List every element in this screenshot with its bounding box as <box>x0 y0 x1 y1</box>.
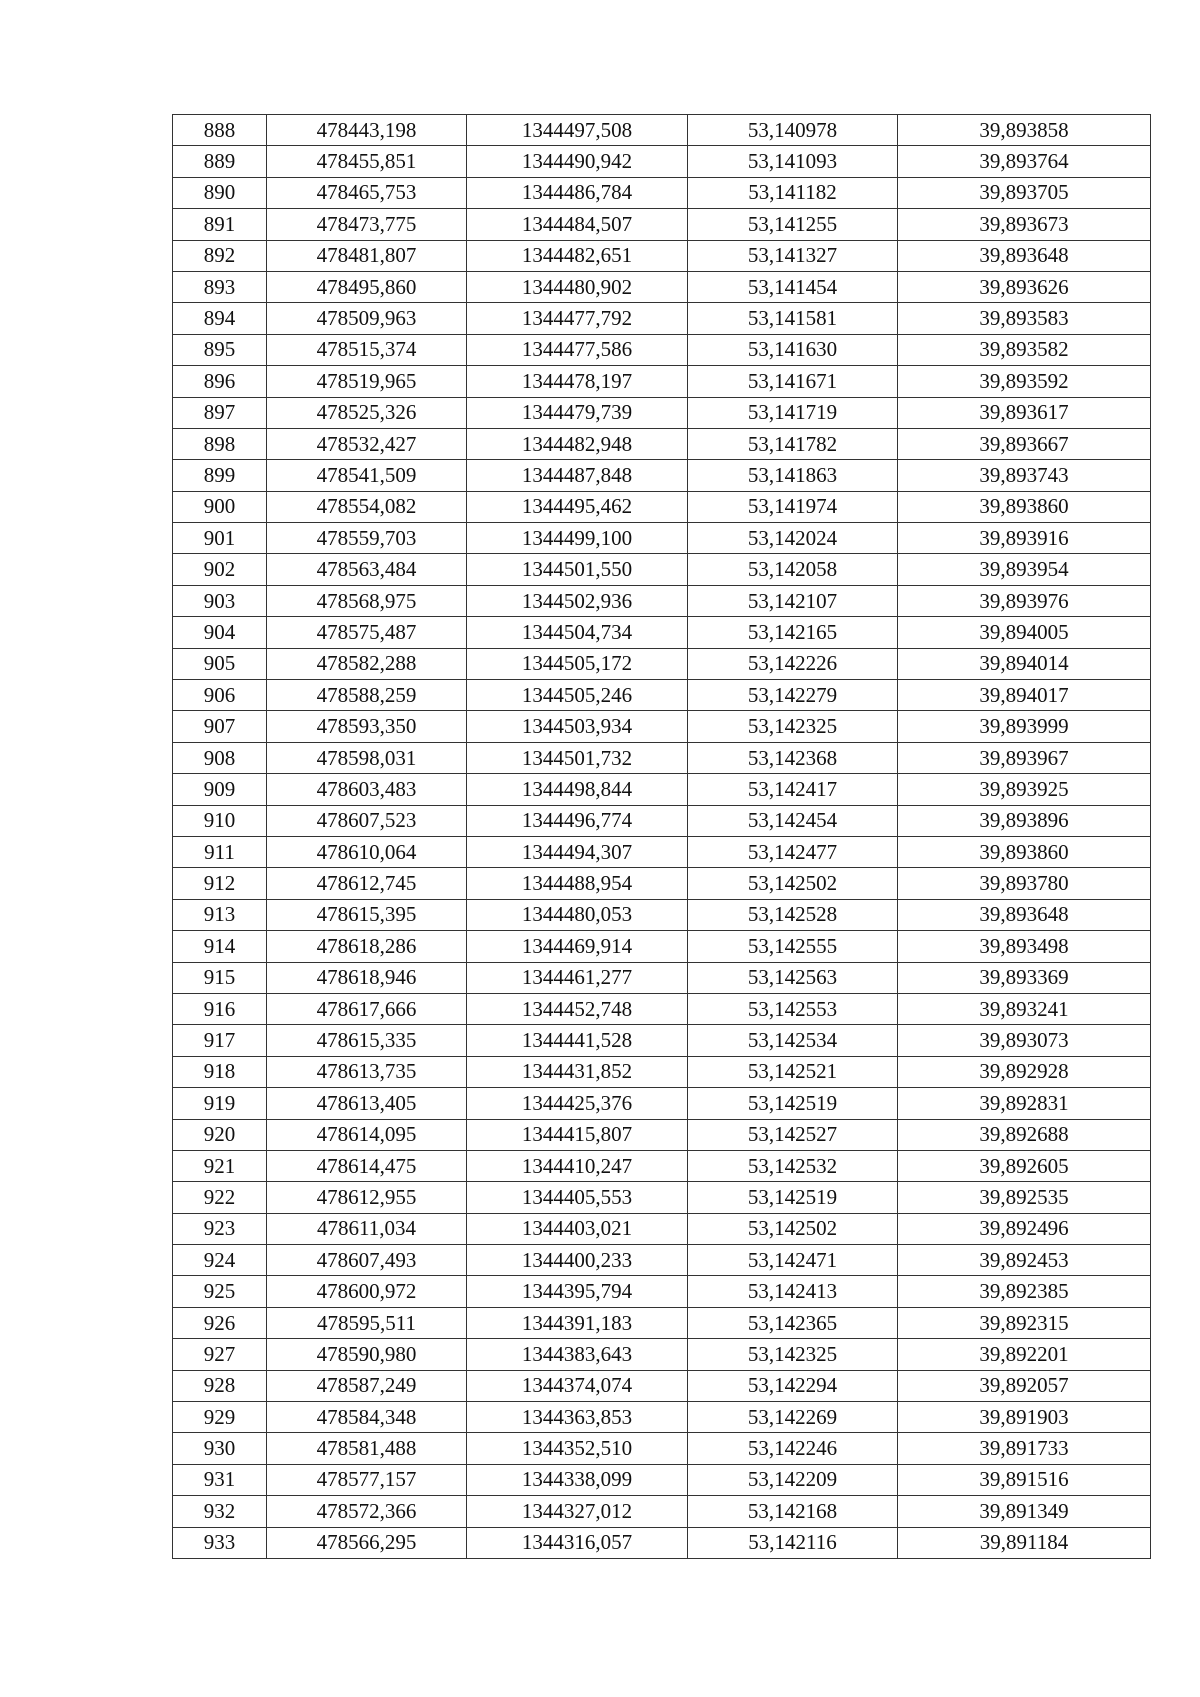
point-number-cell: 899 <box>173 460 267 491</box>
longitude-cell: 39,891184 <box>898 1527 1151 1558</box>
y-coordinate-cell: 1344505,172 <box>467 648 688 679</box>
x-coordinate-cell: 478613,405 <box>267 1088 467 1119</box>
y-coordinate-cell: 1344395,794 <box>467 1276 688 1307</box>
latitude-cell: 53,141581 <box>688 303 898 334</box>
point-number-cell: 917 <box>173 1025 267 1056</box>
longitude-cell: 39,892535 <box>898 1182 1151 1213</box>
y-coordinate-cell: 1344352,510 <box>467 1433 688 1464</box>
latitude-cell: 53,142454 <box>688 805 898 836</box>
point-number-cell: 923 <box>173 1213 267 1244</box>
x-coordinate-cell: 478617,666 <box>267 993 467 1024</box>
longitude-cell: 39,893369 <box>898 962 1151 993</box>
table-row <box>173 523 1151 554</box>
x-coordinate-cell: 478519,965 <box>267 366 467 397</box>
longitude-cell: 39,892057 <box>898 1370 1151 1401</box>
x-coordinate-cell: 478613,735 <box>267 1056 467 1087</box>
latitude-cell: 53,142209 <box>688 1464 898 1495</box>
longitude-cell: 39,893626 <box>898 271 1151 302</box>
longitude-cell: 39,892453 <box>898 1245 1151 1276</box>
point-number-cell: 924 <box>173 1245 267 1276</box>
longitude-cell: 39,892315 <box>898 1307 1151 1338</box>
longitude-cell: 39,891733 <box>898 1433 1151 1464</box>
point-number-cell: 895 <box>173 334 267 365</box>
table-row <box>173 366 1151 397</box>
table-row <box>173 680 1151 711</box>
longitude-cell: 39,893967 <box>898 742 1151 773</box>
table-row <box>173 868 1151 899</box>
longitude-cell: 39,891903 <box>898 1402 1151 1433</box>
longitude-cell: 39,891349 <box>898 1496 1151 1527</box>
latitude-cell: 53,141255 <box>688 209 898 240</box>
latitude-cell: 53,141630 <box>688 334 898 365</box>
table-row <box>173 805 1151 836</box>
x-coordinate-cell: 478587,249 <box>267 1370 467 1401</box>
point-number-cell: 918 <box>173 1056 267 1087</box>
point-number-cell: 929 <box>173 1402 267 1433</box>
latitude-cell: 53,142279 <box>688 680 898 711</box>
latitude-cell: 53,142325 <box>688 711 898 742</box>
latitude-cell: 53,142563 <box>688 962 898 993</box>
latitude-cell: 53,142471 <box>688 1245 898 1276</box>
x-coordinate-cell: 478473,775 <box>267 209 467 240</box>
longitude-cell: 39,893648 <box>898 240 1151 271</box>
table-row <box>173 271 1151 302</box>
x-coordinate-cell: 478598,031 <box>267 742 467 773</box>
table-row <box>173 1213 1151 1244</box>
longitude-cell: 39,893241 <box>898 993 1151 1024</box>
x-coordinate-cell: 478577,157 <box>267 1464 467 1495</box>
longitude-cell: 39,893673 <box>898 209 1151 240</box>
table-row <box>173 993 1151 1024</box>
point-number-cell: 921 <box>173 1150 267 1181</box>
y-coordinate-cell: 1344374,074 <box>467 1370 688 1401</box>
point-number-cell: 925 <box>173 1276 267 1307</box>
table-row <box>173 1276 1151 1307</box>
x-coordinate-cell: 478572,366 <box>267 1496 467 1527</box>
latitude-cell: 53,142294 <box>688 1370 898 1401</box>
y-coordinate-cell: 1344490,942 <box>467 146 688 177</box>
latitude-cell: 53,142325 <box>688 1339 898 1370</box>
y-coordinate-cell: 1344501,550 <box>467 554 688 585</box>
table-row <box>173 1370 1151 1401</box>
x-coordinate-cell: 478566,295 <box>267 1527 467 1558</box>
x-coordinate-cell: 478615,395 <box>267 899 467 930</box>
point-number-cell: 903 <box>173 585 267 616</box>
y-coordinate-cell: 1344497,508 <box>467 115 688 146</box>
y-coordinate-cell: 1344478,197 <box>467 366 688 397</box>
table-row <box>173 491 1151 522</box>
x-coordinate-cell: 478610,064 <box>267 836 467 867</box>
longitude-cell: 39,894005 <box>898 617 1151 648</box>
point-number-cell: 910 <box>173 805 267 836</box>
table-row <box>173 617 1151 648</box>
longitude-cell: 39,892605 <box>898 1150 1151 1181</box>
latitude-cell: 53,142502 <box>688 868 898 899</box>
longitude-cell: 39,893073 <box>898 1025 1151 1056</box>
x-coordinate-cell: 478443,198 <box>267 115 467 146</box>
x-coordinate-cell: 478465,753 <box>267 177 467 208</box>
y-coordinate-cell: 1344403,021 <box>467 1213 688 1244</box>
table-row <box>173 962 1151 993</box>
latitude-cell: 53,142528 <box>688 899 898 930</box>
point-number-cell: 919 <box>173 1088 267 1119</box>
x-coordinate-cell: 478611,034 <box>267 1213 467 1244</box>
y-coordinate-cell: 1344316,057 <box>467 1527 688 1558</box>
point-number-cell: 927 <box>173 1339 267 1370</box>
y-coordinate-cell: 1344480,902 <box>467 271 688 302</box>
x-coordinate-cell: 478554,082 <box>267 491 467 522</box>
table-row <box>173 1119 1151 1150</box>
longitude-cell: 39,893999 <box>898 711 1151 742</box>
x-coordinate-cell: 478515,374 <box>267 334 467 365</box>
table-row <box>173 836 1151 867</box>
y-coordinate-cell: 1344327,012 <box>467 1496 688 1527</box>
y-coordinate-cell: 1344496,774 <box>467 805 688 836</box>
latitude-cell: 53,141182 <box>688 177 898 208</box>
point-number-cell: 897 <box>173 397 267 428</box>
y-coordinate-cell: 1344383,643 <box>467 1339 688 1370</box>
point-number-cell: 926 <box>173 1307 267 1338</box>
point-number-cell: 908 <box>173 742 267 773</box>
longitude-cell: 39,894014 <box>898 648 1151 679</box>
latitude-cell: 53,142107 <box>688 585 898 616</box>
latitude-cell: 53,142116 <box>688 1527 898 1558</box>
point-number-cell: 888 <box>173 115 267 146</box>
y-coordinate-cell: 1344477,792 <box>467 303 688 334</box>
table-row <box>173 240 1151 271</box>
y-coordinate-cell: 1344503,934 <box>467 711 688 742</box>
table-row <box>173 1464 1151 1495</box>
latitude-cell: 53,142555 <box>688 931 898 962</box>
point-number-cell: 889 <box>173 146 267 177</box>
longitude-cell: 39,893858 <box>898 115 1151 146</box>
x-coordinate-cell: 478563,484 <box>267 554 467 585</box>
point-number-cell: 902 <box>173 554 267 585</box>
longitude-cell: 39,893896 <box>898 805 1151 836</box>
point-number-cell: 922 <box>173 1182 267 1213</box>
y-coordinate-cell: 1344499,100 <box>467 523 688 554</box>
point-number-cell: 909 <box>173 774 267 805</box>
point-number-cell: 900 <box>173 491 267 522</box>
latitude-cell: 53,142417 <box>688 774 898 805</box>
longitude-cell: 39,893743 <box>898 460 1151 491</box>
latitude-cell: 53,142534 <box>688 1025 898 1056</box>
table-row <box>173 1182 1151 1213</box>
point-number-cell: 928 <box>173 1370 267 1401</box>
point-number-cell: 891 <box>173 209 267 240</box>
y-coordinate-cell: 1344469,914 <box>467 931 688 962</box>
y-coordinate-cell: 1344410,247 <box>467 1150 688 1181</box>
table-row <box>173 1056 1151 1087</box>
latitude-cell: 53,142527 <box>688 1119 898 1150</box>
point-number-cell: 893 <box>173 271 267 302</box>
latitude-cell: 53,142553 <box>688 993 898 1024</box>
longitude-cell: 39,892831 <box>898 1088 1151 1119</box>
latitude-cell: 53,142365 <box>688 1307 898 1338</box>
latitude-cell: 53,140978 <box>688 115 898 146</box>
x-coordinate-cell: 478532,427 <box>267 428 467 459</box>
y-coordinate-cell: 1344338,099 <box>467 1464 688 1495</box>
longitude-cell: 39,892496 <box>898 1213 1151 1244</box>
x-coordinate-cell: 478603,483 <box>267 774 467 805</box>
point-number-cell: 931 <box>173 1464 267 1495</box>
longitude-cell: 39,893648 <box>898 899 1151 930</box>
latitude-cell: 53,142368 <box>688 742 898 773</box>
longitude-cell: 39,892928 <box>898 1056 1151 1087</box>
x-coordinate-cell: 478568,975 <box>267 585 467 616</box>
y-coordinate-cell: 1344479,739 <box>467 397 688 428</box>
point-number-cell: 892 <box>173 240 267 271</box>
y-coordinate-cell: 1344482,651 <box>467 240 688 271</box>
longitude-cell: 39,893860 <box>898 491 1151 522</box>
x-coordinate-cell: 478607,493 <box>267 1245 467 1276</box>
latitude-cell: 53,141719 <box>688 397 898 428</box>
longitude-cell: 39,893582 <box>898 334 1151 365</box>
y-coordinate-cell: 1344484,507 <box>467 209 688 240</box>
latitude-cell: 53,142246 <box>688 1433 898 1464</box>
y-coordinate-cell: 1344495,462 <box>467 491 688 522</box>
longitude-cell: 39,891516 <box>898 1464 1151 1495</box>
y-coordinate-cell: 1344400,233 <box>467 1245 688 1276</box>
table-row <box>173 1402 1151 1433</box>
x-coordinate-cell: 478595,511 <box>267 1307 467 1338</box>
point-number-cell: 890 <box>173 177 267 208</box>
table-row <box>173 1527 1151 1558</box>
table-row <box>173 397 1151 428</box>
latitude-cell: 53,142502 <box>688 1213 898 1244</box>
x-coordinate-cell: 478584,348 <box>267 1402 467 1433</box>
table-row <box>173 585 1151 616</box>
point-number-cell: 912 <box>173 868 267 899</box>
x-coordinate-cell: 478612,745 <box>267 868 467 899</box>
table-row <box>173 209 1151 240</box>
latitude-cell: 53,141093 <box>688 146 898 177</box>
longitude-cell: 39,893954 <box>898 554 1151 585</box>
point-number-cell: 930 <box>173 1433 267 1464</box>
coordinates-table <box>172 114 1151 1559</box>
y-coordinate-cell: 1344441,528 <box>467 1025 688 1056</box>
table-row <box>173 711 1151 742</box>
y-coordinate-cell: 1344452,748 <box>467 993 688 1024</box>
point-number-cell: 915 <box>173 962 267 993</box>
y-coordinate-cell: 1344482,948 <box>467 428 688 459</box>
point-number-cell: 901 <box>173 523 267 554</box>
point-number-cell: 894 <box>173 303 267 334</box>
y-coordinate-cell: 1344502,936 <box>467 585 688 616</box>
table-row <box>173 177 1151 208</box>
latitude-cell: 53,142532 <box>688 1150 898 1181</box>
coordinates-table-body <box>173 115 1151 1559</box>
point-number-cell: 914 <box>173 931 267 962</box>
point-number-cell: 896 <box>173 366 267 397</box>
y-coordinate-cell: 1344494,307 <box>467 836 688 867</box>
table-row <box>173 899 1151 930</box>
longitude-cell: 39,893916 <box>898 523 1151 554</box>
latitude-cell: 53,142165 <box>688 617 898 648</box>
point-number-cell: 933 <box>173 1527 267 1558</box>
table-row <box>173 931 1151 962</box>
latitude-cell: 53,142024 <box>688 523 898 554</box>
x-coordinate-cell: 478581,488 <box>267 1433 467 1464</box>
x-coordinate-cell: 478614,475 <box>267 1150 467 1181</box>
x-coordinate-cell: 478481,807 <box>267 240 467 271</box>
longitude-cell: 39,893498 <box>898 931 1151 962</box>
longitude-cell: 39,893764 <box>898 146 1151 177</box>
latitude-cell: 53,142519 <box>688 1088 898 1119</box>
point-number-cell: 906 <box>173 680 267 711</box>
table-row <box>173 115 1151 146</box>
y-coordinate-cell: 1344405,553 <box>467 1182 688 1213</box>
x-coordinate-cell: 478618,286 <box>267 931 467 962</box>
table-row <box>173 1339 1151 1370</box>
x-coordinate-cell: 478575,487 <box>267 617 467 648</box>
table-row <box>173 1307 1151 1338</box>
y-coordinate-cell: 1344488,954 <box>467 868 688 899</box>
table-row <box>173 460 1151 491</box>
x-coordinate-cell: 478614,095 <box>267 1119 467 1150</box>
longitude-cell: 39,893705 <box>898 177 1151 208</box>
table-row <box>173 428 1151 459</box>
table-row <box>173 1088 1151 1119</box>
longitude-cell: 39,893592 <box>898 366 1151 397</box>
table-row <box>173 554 1151 585</box>
point-number-cell: 913 <box>173 899 267 930</box>
x-coordinate-cell: 478618,946 <box>267 962 467 993</box>
y-coordinate-cell: 1344461,277 <box>467 962 688 993</box>
x-coordinate-cell: 478588,259 <box>267 680 467 711</box>
y-coordinate-cell: 1344363,853 <box>467 1402 688 1433</box>
point-number-cell: 904 <box>173 617 267 648</box>
x-coordinate-cell: 478582,288 <box>267 648 467 679</box>
longitude-cell: 39,893617 <box>898 397 1151 428</box>
latitude-cell: 53,142413 <box>688 1276 898 1307</box>
longitude-cell: 39,893860 <box>898 836 1151 867</box>
latitude-cell: 53,141863 <box>688 460 898 491</box>
table-row <box>173 774 1151 805</box>
y-coordinate-cell: 1344504,734 <box>467 617 688 648</box>
y-coordinate-cell: 1344505,246 <box>467 680 688 711</box>
y-coordinate-cell: 1344477,586 <box>467 334 688 365</box>
longitude-cell: 39,894017 <box>898 680 1151 711</box>
x-coordinate-cell: 478509,963 <box>267 303 467 334</box>
longitude-cell: 39,893925 <box>898 774 1151 805</box>
table-row <box>173 742 1151 773</box>
y-coordinate-cell: 1344391,183 <box>467 1307 688 1338</box>
y-coordinate-cell: 1344415,807 <box>467 1119 688 1150</box>
longitude-cell: 39,892385 <box>898 1276 1151 1307</box>
longitude-cell: 39,892201 <box>898 1339 1151 1370</box>
x-coordinate-cell: 478615,335 <box>267 1025 467 1056</box>
table-row <box>173 1433 1151 1464</box>
latitude-cell: 53,142058 <box>688 554 898 585</box>
latitude-cell: 53,141327 <box>688 240 898 271</box>
y-coordinate-cell: 1344425,376 <box>467 1088 688 1119</box>
point-number-cell: 920 <box>173 1119 267 1150</box>
y-coordinate-cell: 1344501,732 <box>467 742 688 773</box>
table-row <box>173 334 1151 365</box>
point-number-cell: 916 <box>173 993 267 1024</box>
table-row <box>173 1496 1151 1527</box>
latitude-cell: 53,141974 <box>688 491 898 522</box>
point-number-cell: 911 <box>173 836 267 867</box>
latitude-cell: 53,141671 <box>688 366 898 397</box>
latitude-cell: 53,141454 <box>688 271 898 302</box>
point-number-cell: 898 <box>173 428 267 459</box>
table-row <box>173 1025 1151 1056</box>
x-coordinate-cell: 478600,972 <box>267 1276 467 1307</box>
latitude-cell: 53,142477 <box>688 836 898 867</box>
longitude-cell: 39,893976 <box>898 585 1151 616</box>
x-coordinate-cell: 478495,860 <box>267 271 467 302</box>
longitude-cell: 39,893780 <box>898 868 1151 899</box>
y-coordinate-cell: 1344486,784 <box>467 177 688 208</box>
table-row <box>173 1150 1151 1181</box>
point-number-cell: 932 <box>173 1496 267 1527</box>
x-coordinate-cell: 478607,523 <box>267 805 467 836</box>
latitude-cell: 53,142519 <box>688 1182 898 1213</box>
latitude-cell: 53,142269 <box>688 1402 898 1433</box>
x-coordinate-cell: 478541,509 <box>267 460 467 491</box>
point-number-cell: 905 <box>173 648 267 679</box>
y-coordinate-cell: 1344498,844 <box>467 774 688 805</box>
point-number-cell: 907 <box>173 711 267 742</box>
longitude-cell: 39,893667 <box>898 428 1151 459</box>
x-coordinate-cell: 478455,851 <box>267 146 467 177</box>
latitude-cell: 53,142168 <box>688 1496 898 1527</box>
table-row <box>173 648 1151 679</box>
latitude-cell: 53,142226 <box>688 648 898 679</box>
x-coordinate-cell: 478525,326 <box>267 397 467 428</box>
table-row <box>173 1245 1151 1276</box>
longitude-cell: 39,893583 <box>898 303 1151 334</box>
x-coordinate-cell: 478559,703 <box>267 523 467 554</box>
x-coordinate-cell: 478590,980 <box>267 1339 467 1370</box>
longitude-cell: 39,892688 <box>898 1119 1151 1150</box>
table-row <box>173 146 1151 177</box>
y-coordinate-cell: 1344487,848 <box>467 460 688 491</box>
latitude-cell: 53,142521 <box>688 1056 898 1087</box>
latitude-cell: 53,141782 <box>688 428 898 459</box>
x-coordinate-cell: 478612,955 <box>267 1182 467 1213</box>
x-coordinate-cell: 478593,350 <box>267 711 467 742</box>
y-coordinate-cell: 1344431,852 <box>467 1056 688 1087</box>
y-coordinate-cell: 1344480,053 <box>467 899 688 930</box>
table-row <box>173 303 1151 334</box>
